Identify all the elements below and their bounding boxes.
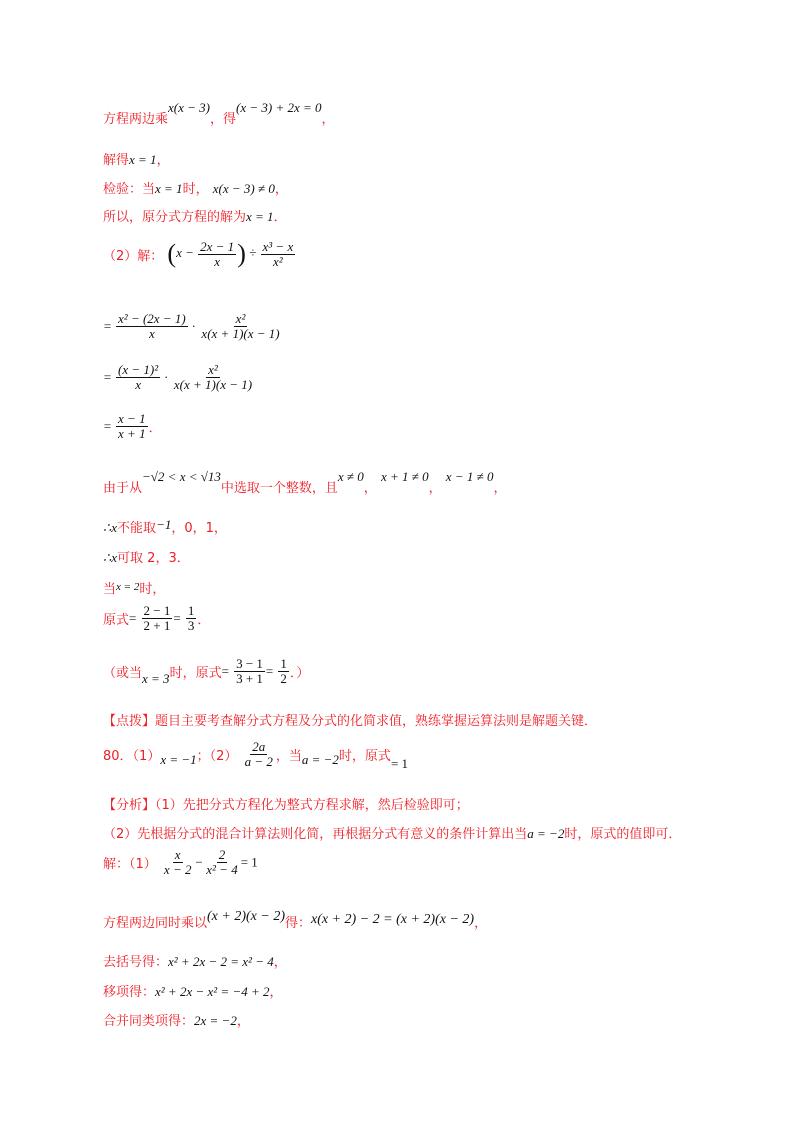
math: ∴x	[103, 550, 118, 565]
numerator: 1	[187, 603, 195, 618]
denominator: 2 + 1	[143, 618, 171, 633]
numerator: 2 − 1	[143, 603, 171, 618]
line-step-1	[103, 312, 283, 341]
text: ．	[148, 420, 162, 435]
line-part2-expression	[103, 240, 296, 269]
text: ，	[321, 112, 335, 127]
numerator: x²	[235, 311, 246, 326]
text: ，	[474, 916, 488, 931]
equals: =	[103, 418, 112, 434]
denominator: 2	[280, 671, 287, 686]
text: 移项得：	[103, 985, 156, 1000]
denominator: x	[148, 326, 155, 341]
text: 时，原式	[169, 666, 222, 681]
math: x = 1	[246, 209, 274, 224]
line-multiply-both-sides	[103, 100, 335, 127]
fraction	[198, 240, 236, 269]
line-equation	[103, 848, 258, 877]
text: 不能取	[117, 521, 157, 536]
fraction	[278, 657, 289, 686]
numerator: 2x − 1	[200, 239, 235, 254]
equals: =	[173, 610, 181, 626]
denominator: x	[135, 377, 141, 392]
text: 得：	[285, 916, 312, 931]
line-expand	[103, 951, 287, 970]
line-combine	[103, 1010, 250, 1029]
math: a = −2	[301, 752, 339, 767]
text: 时，	[139, 582, 166, 597]
denominator: x(x + 1)(x − 1)	[173, 377, 253, 392]
math: x² + 2x − 2 = x² − 4	[168, 954, 274, 969]
fraction	[142, 604, 173, 633]
numerator: 2	[218, 847, 226, 862]
text: 解：（1）	[103, 857, 157, 872]
text: 合并同类项得：	[103, 1014, 195, 1029]
numerator: x³ − x	[262, 239, 294, 254]
line-tip: 【点拨】题目主要考查解分式方程及分式的化简求值，熟练掌握运算法则是解题关键．	[103, 714, 598, 729]
line-conclusion	[103, 206, 287, 225]
text: 检验：当	[103, 182, 156, 197]
text: （2）先根据分式的混合计算法则化简，再根据分式有意义的条件计算出当	[103, 827, 528, 842]
text: ，	[236, 1014, 250, 1029]
minus: −	[194, 854, 204, 870]
math: x(x + 2) − 2 = (x + 2)(x − 2)	[311, 912, 475, 927]
equals: =	[221, 663, 229, 679]
line-multiply-both-sides-2	[103, 909, 488, 932]
math: x(x − 3)	[168, 100, 210, 115]
text: ，	[269, 985, 283, 1000]
divide-sign: ÷	[249, 245, 257, 261]
math: x(x − 3) ≠ 0	[212, 181, 275, 196]
text: （2）解：	[103, 249, 164, 264]
math: x² + 2x − x² = −4 + 2	[155, 984, 270, 999]
fraction	[186, 604, 197, 633]
denominator: x²	[273, 254, 283, 269]
text: ，	[156, 153, 170, 168]
denominator: x − 2	[163, 862, 192, 877]
math: −1	[156, 517, 172, 532]
denominator: 3	[187, 618, 195, 633]
numerator: 2a	[252, 739, 266, 754]
text: 中选取一个整数，且	[220, 481, 338, 496]
line-solution	[103, 149, 170, 168]
math: x = 1	[155, 181, 183, 196]
denominator: x + 1	[118, 426, 146, 441]
line-step-3	[103, 412, 162, 441]
line-analysis-2	[103, 823, 681, 842]
text: ，	[274, 182, 288, 197]
problem-number: 80．（1）	[103, 749, 161, 764]
text: （或当	[103, 666, 143, 681]
denominator: x² − 4	[206, 862, 238, 877]
math: (x + 2)(x − 2)	[207, 909, 285, 924]
text: ；（2）	[196, 749, 238, 764]
text: 由于从	[103, 481, 143, 496]
text: 当	[103, 582, 117, 597]
text: 时，	[182, 182, 209, 197]
text: ，	[493, 481, 507, 496]
fraction	[243, 740, 275, 769]
denominator: x	[214, 254, 221, 269]
text: ，当	[275, 749, 302, 764]
text: ，	[273, 955, 287, 970]
numerator: x	[174, 847, 181, 862]
numerator: 1	[280, 656, 287, 671]
dot: ·	[164, 369, 168, 385]
fraction	[162, 848, 194, 877]
math-term: x −	[176, 245, 194, 261]
fraction	[204, 848, 239, 877]
math: ∴x	[103, 520, 118, 535]
text: 原式	[103, 613, 130, 628]
numerator: x − 1	[118, 411, 146, 426]
fraction	[261, 240, 296, 269]
math: x ≠ 0	[337, 469, 364, 484]
equals: =	[103, 369, 112, 385]
denominator: a − 2	[244, 754, 273, 769]
line-problem-80-answer	[103, 740, 408, 772]
numerator: x²	[208, 362, 218, 377]
text: 时，原式的值即可．	[564, 827, 682, 842]
text: 去括号得：	[103, 955, 169, 970]
denominator: x(x + 1)(x − 1)	[201, 326, 280, 341]
line-when-x2	[103, 578, 165, 597]
line-step-2	[103, 363, 255, 392]
right-paren: )	[237, 239, 246, 269]
math: −√2 < x < √13	[142, 469, 221, 484]
fraction	[199, 312, 281, 341]
math: x + 1 ≠ 0	[380, 469, 429, 484]
text: 时，原式	[338, 749, 391, 764]
line-analysis: 【分析】（1）先把分式方程化为整式方程求解，然后检验即可；	[103, 798, 469, 813]
text: 可取 2，3．	[117, 551, 190, 566]
line-check	[103, 178, 288, 197]
text: ．	[273, 210, 287, 225]
line-value-x3	[103, 657, 309, 687]
text: ，	[428, 481, 442, 496]
math: x = −1	[160, 752, 197, 767]
numerator: 3 − 1	[236, 656, 263, 671]
text: ．）	[289, 666, 310, 681]
text: ，0，1，	[171, 521, 227, 536]
line-allowed-values	[103, 547, 190, 566]
numerator: x² − (2x − 1)	[118, 311, 186, 326]
text: ．	[197, 613, 211, 628]
math: (x − 3) + 2x = 0	[236, 100, 322, 115]
fraction	[172, 363, 254, 392]
denominator: 3 + 1	[236, 671, 263, 686]
numerator: (x − 1)²	[118, 362, 159, 377]
equals: =	[103, 318, 112, 334]
math: 2x = −2	[194, 1013, 237, 1028]
text: 解得	[103, 153, 130, 168]
fraction	[116, 363, 160, 392]
math: x − 1 ≠ 0	[445, 469, 494, 484]
math: a = −2	[527, 826, 565, 841]
text: 方程两边乘	[103, 112, 169, 127]
text: ，	[363, 481, 377, 496]
math	[167, 239, 296, 269]
line-range-condition	[103, 469, 507, 496]
math: = 1	[390, 756, 409, 771]
left-paren: (	[167, 239, 177, 269]
equals: =	[129, 610, 137, 626]
text: 所以，原分式方程的解为	[103, 210, 247, 225]
fraction	[116, 412, 148, 441]
text: 方程两边同时乘以	[103, 916, 208, 931]
fraction	[234, 657, 265, 686]
math: x = 3	[142, 671, 170, 686]
line-excluded-values	[103, 517, 227, 536]
text: ，得	[210, 112, 237, 127]
line-transpose	[103, 981, 283, 1000]
math: x = 2	[116, 581, 140, 593]
math: x = 1	[129, 152, 157, 167]
fraction	[116, 312, 188, 341]
dot: ·	[191, 318, 196, 334]
equals: =	[265, 663, 274, 679]
math: = 1	[240, 854, 258, 870]
line-value-x2	[103, 604, 210, 633]
